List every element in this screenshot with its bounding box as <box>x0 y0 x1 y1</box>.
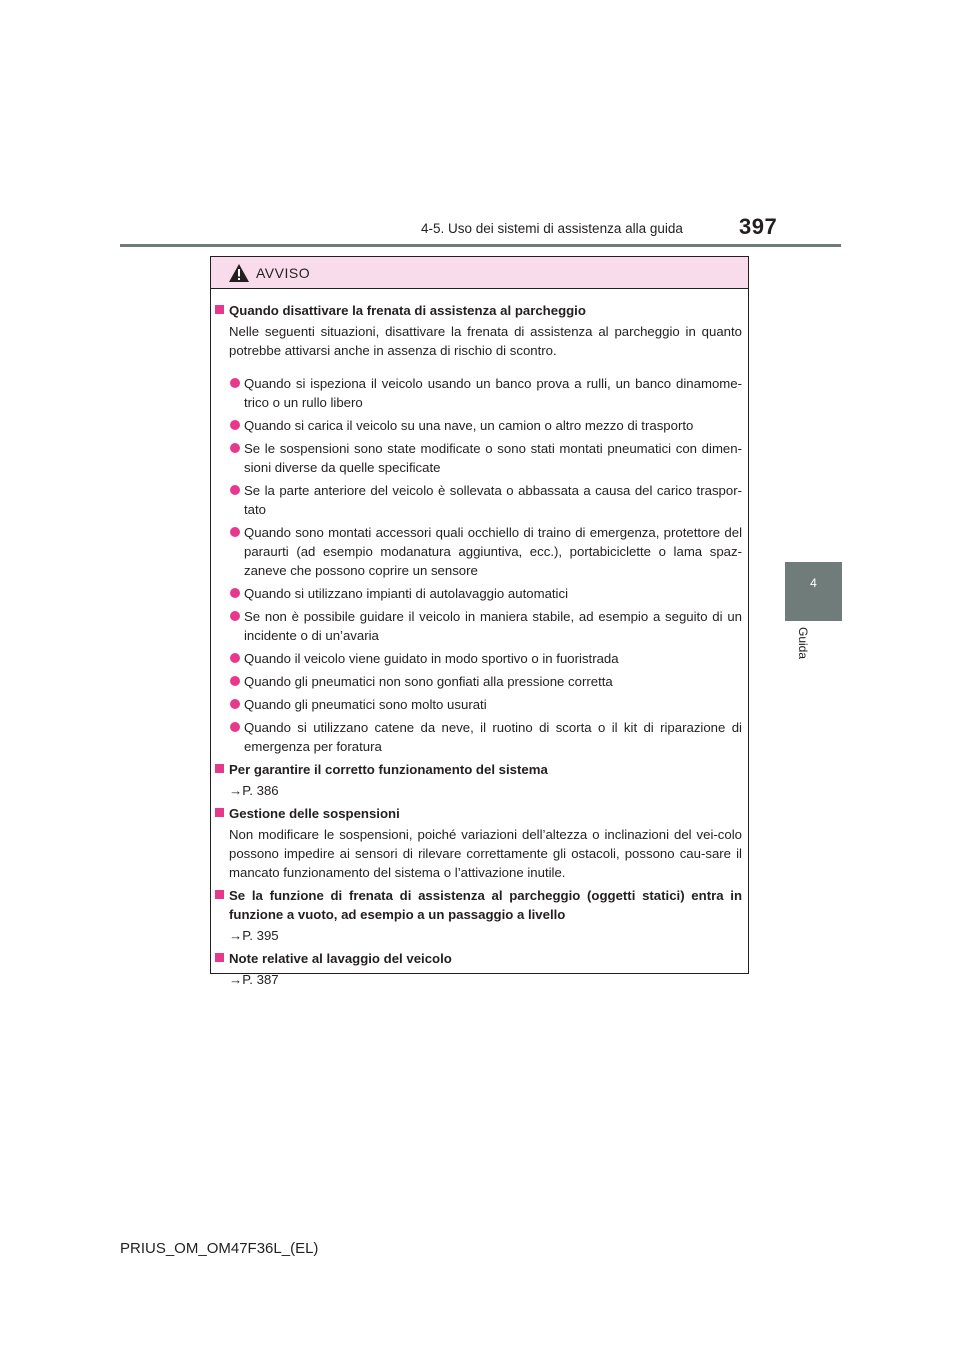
list-item: Se la parte anteriore del veicolo è sollevata o abbassata a causa del carico traspor-tato <box>215 481 742 519</box>
list-item: Quando si utilizzano catene da neve, il ruotino di scorta o il kit di riparazione di emergenza per foratura <box>215 718 742 756</box>
list-item: Quando sono montati accessori quali occhiello di traino di emergenza, protettore del paraurti (ad esempio modanatura aggiuntiva, ecc.), portabiciclette o lama spaz-zaneve che possono coprire un sensore <box>215 523 742 580</box>
section-text: Non modificare le sospensioni, poiché variazioni dell’altezza o inclinazioni del vei-colo possono impedire ai sensori di rilevare correttamente gli ostacoli, possono cau-sare il mancato funzionamento del sistema o l’attivazione inutile. <box>229 827 742 880</box>
page-number: 397 <box>739 214 778 239</box>
dot-bullet-icon <box>230 699 240 709</box>
square-bullet-icon <box>215 953 224 962</box>
dot-bullet-icon <box>230 588 240 598</box>
list-item: Quando il veicolo viene guidato in modo sportivo o in fuoristrada <box>215 649 742 668</box>
list-item: Quando gli pneumatici non sono gonfiati alla pressione corretta <box>215 672 742 691</box>
section-heading: Note relative al lavaggio del veicolo <box>215 949 742 968</box>
list-item: Quando si ispeziona il veicolo usando un banco prova a rulli, un banco dinamome-trico o un rullo libero <box>215 374 742 412</box>
square-bullet-icon <box>215 305 224 314</box>
list-item: Quando gli pneumatici sono molto usurati <box>215 695 742 714</box>
chapter-tab[interactable] <box>785 562 842 621</box>
warning-box <box>210 256 749 987</box>
page-reference-link[interactable]: →P. 387 <box>229 972 279 987</box>
section-heading: Se la funzione di frenata di assistenza al parcheggio (oggetti statici) entra in funzione a vuoto, ad esempio a un passaggio a livello <box>215 886 742 924</box>
document-code: PRIUS_OM_OM47F36L_(EL) <box>120 1240 319 1257</box>
square-bullet-icon <box>215 764 224 773</box>
header-divider <box>120 244 841 247</box>
section-heading: Gestione delle sospensioni <box>215 804 742 823</box>
section-text: Nelle seguenti situazioni, disattivare la frenata di assistenza al parcheggio in quanto potrebbe attivarsi anche in assenza di rischio di scontro. <box>229 324 742 358</box>
dot-bullet-icon <box>230 653 240 663</box>
warning-triangle-icon <box>228 263 250 283</box>
dot-bullet-icon <box>230 722 240 732</box>
dot-bullet-icon <box>230 611 240 621</box>
dot-bullet-icon <box>230 485 240 495</box>
dot-bullet-icon <box>230 527 240 537</box>
section-heading: Per garantire il corretto funzionamento del sistema <box>215 760 742 779</box>
page-reference-link[interactable]: →P. 395 <box>229 928 279 943</box>
dot-bullet-icon <box>230 378 240 388</box>
chapter-label: Guida <box>796 627 810 660</box>
section-heading: Quando disattivare la frenata di assistenza al parcheggio <box>215 301 742 320</box>
warning-body <box>215 301 742 993</box>
list-item: Se non è possibile guidare il veicolo in maniera stabile, ad esempio a seguito di un incidente o di un’avaria <box>215 607 742 645</box>
dot-bullet-icon <box>230 443 240 453</box>
chapter-number: 4 <box>810 576 817 590</box>
dot-bullet-icon <box>230 676 240 686</box>
list-item: Se le sospensioni sono state modificate o sono stati montati pneumatici con dimen-sioni diverse da quelle specificate <box>215 439 742 477</box>
list-item: Quando si utilizzano impianti di autolavaggio automatici <box>215 584 742 603</box>
list-item: Quando si carica il veicolo su una nave, un camion o altro mezzo di trasporto <box>215 416 742 435</box>
warning-title: AVVISO <box>256 265 311 281</box>
square-bullet-icon <box>215 808 224 817</box>
square-bullet-icon <box>215 890 224 899</box>
section-title: 4-5. Uso dei sistemi di assistenza alla guida <box>421 221 683 236</box>
page-reference-link[interactable]: →P. 386 <box>229 783 279 798</box>
dot-bullet-icon <box>230 420 240 430</box>
warning-header <box>211 257 748 289</box>
